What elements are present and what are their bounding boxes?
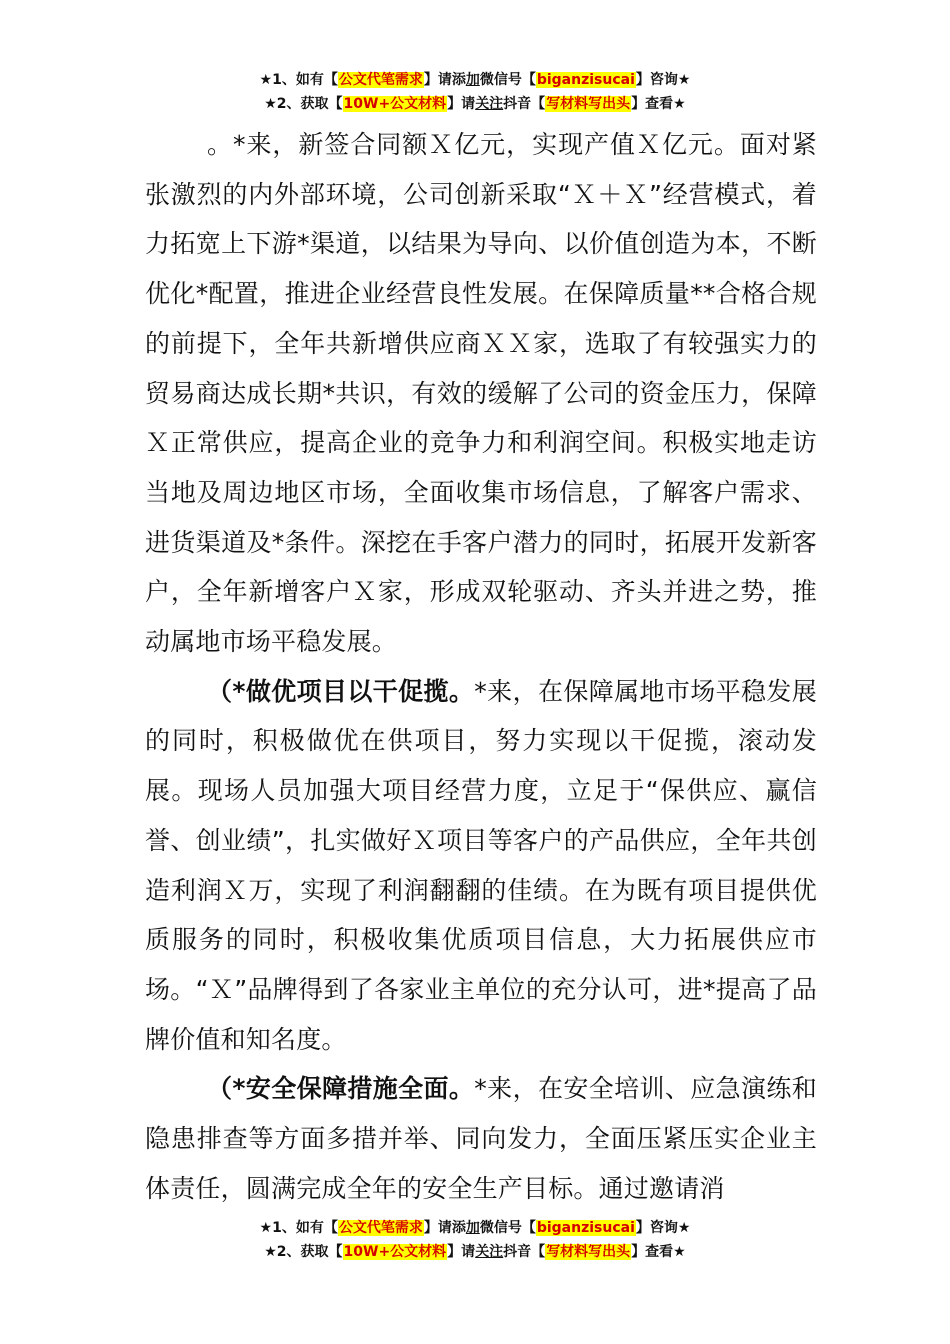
banner-underlined-text: 加: [465, 72, 480, 88]
banner-line-1: [0, 68, 950, 92]
banner-text: 】请: [447, 1244, 476, 1260]
banner-text: ★2、获取【: [264, 96, 343, 112]
banner-text: 抖音【: [503, 1244, 546, 1260]
banner-text: 微信号【: [479, 72, 536, 88]
banner-underlined-text: 关注: [475, 1244, 504, 1260]
paragraph-text: *来，在安全培训、应急演练和隐患排查等方面多措并举、同向发力，全面压紧压实企业主体责任，圆满完成全年的安全生产目标。通过邀请消: [145, 1074, 817, 1203]
banner-text: 抖音【: [503, 96, 546, 112]
banner-line-1: [0, 1216, 950, 1240]
highlight-wechat-id: biganzisucai: [536, 72, 635, 88]
banner-text: 】请添: [423, 1220, 466, 1236]
banner-line-2: [0, 92, 950, 116]
banner-text: 】查看★: [631, 1244, 686, 1260]
footer-banner: [0, 1216, 950, 1264]
paragraph-heading: （*安全保障措施全面。: [207, 1074, 475, 1104]
document-body: [145, 120, 817, 1213]
paragraph-market: [145, 120, 817, 667]
paragraph-projects: [145, 667, 817, 1065]
highlight-douyin-account: 写材料写出头: [546, 1244, 631, 1260]
paragraph-text: *来，在保障属地市场平稳发展的同时，积极做优在供项目，努力实现以干促揽，滚动发展。现场人员加强大项目经营力度，立足于“保供应、赢信誉、创业绩”，扎实做好Ｘ项目等客户的产品供应，全年共创造利润Ｘ万，实现了利润翻翻的佳绩。在为既有项目提供优质服务的同时，积极收集优质项目信息，大力拓展供应市场。“Ｘ”品牌得到了各家业主单位的充分认可，进*提高了品牌价值和知名度。: [145, 676, 817, 1054]
banner-text: ★1、如有【: [259, 72, 338, 88]
paragraph-heading: （*做优项目以干促揽。: [207, 676, 475, 706]
highlight-wechat-id: biganzisucai: [536, 1220, 635, 1236]
paragraph-text: 。*来，新签合同额Ｘ亿元，实现产值Ｘ亿元。面对紧张激烈的内外部环境，公司创新采取“Ｘ＋Ｘ”经营模式，着力拓宽上下游*渠道，以结果为导向、以价值创造为本，不断优化*配置，推进企业经营良性发展。在保障质量**合格合规的前提下，全年共新增供应商ＸＸ家，选取了有较强实力的贸易商达成长期*共识，有效的缓解了公司的资金压力，保障Ｘ正常供应，提高企业的竞争力和利润空间。积极实地走访当地及周边地区市场，全面收集市场信息，了解客户需求、进货渠道及*条件。深挖在手客户潜力的同时，拓展开发新客户，全年新增客户Ｘ家，形成双轮驱动、齐头并进之势，推动属地市场平稳发展。: [145, 130, 817, 657]
banner-underlined-text: 关注: [475, 96, 504, 112]
banner-text: ★2、获取【: [264, 1244, 343, 1260]
highlight-douyin-account: 写材料写出头: [546, 96, 631, 112]
banner-text: 】咨询★: [635, 1220, 691, 1236]
banner-text: 】咨询★: [635, 72, 691, 88]
header-banner: [0, 68, 950, 116]
banner-text: 】查看★: [631, 96, 686, 112]
banner-line-2: [0, 1240, 950, 1264]
banner-text: 】请: [447, 96, 476, 112]
highlight-service: 公文代笔需求: [338, 72, 423, 88]
paragraph-safety: [145, 1064, 817, 1213]
banner-underlined-text: 加: [465, 1220, 480, 1236]
highlight-service: 公文代笔需求: [338, 1220, 423, 1236]
banner-text: 】请添: [423, 72, 466, 88]
banner-text: 微信号【: [479, 1220, 536, 1236]
highlight-materials: 10W+公文材料: [343, 96, 447, 112]
banner-text: ★1、如有【: [259, 1220, 338, 1236]
highlight-materials: 10W+公文材料: [343, 1244, 447, 1260]
